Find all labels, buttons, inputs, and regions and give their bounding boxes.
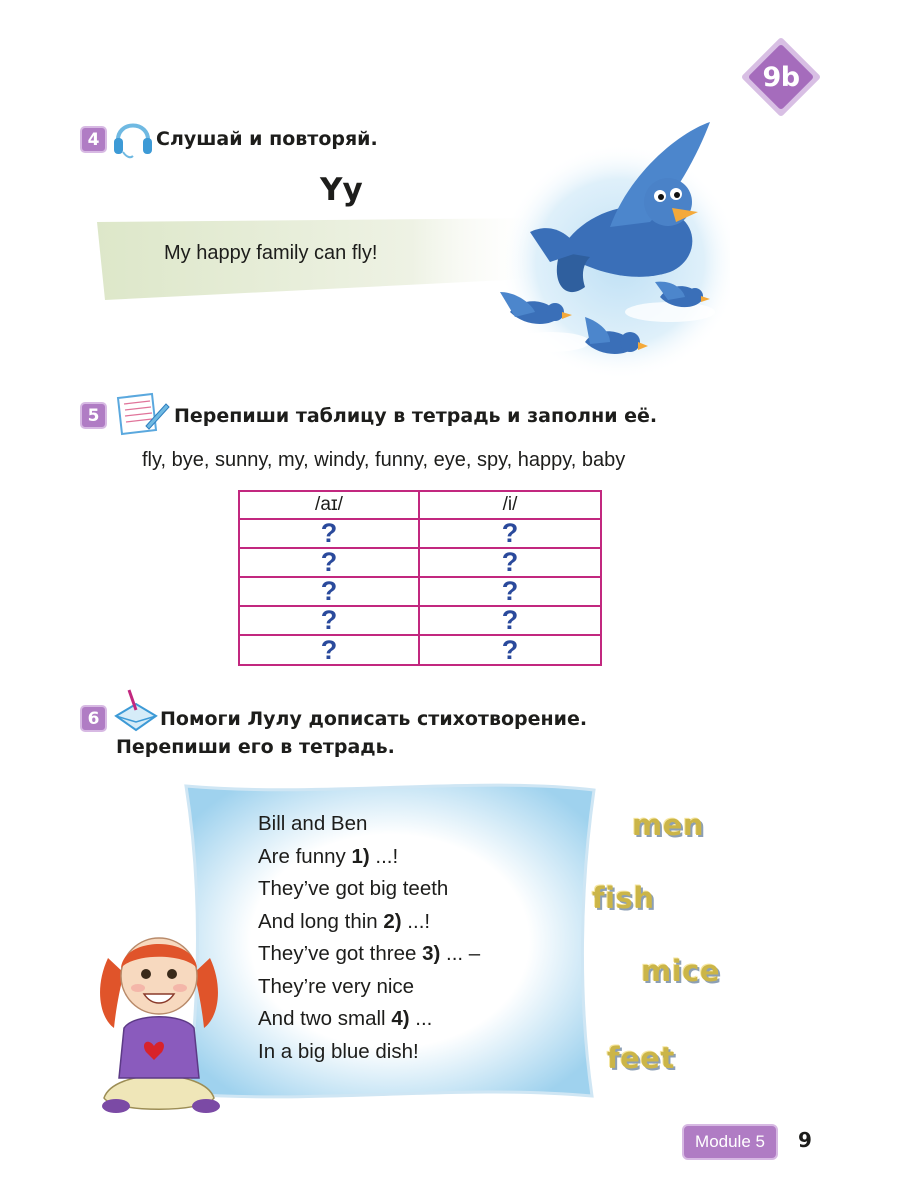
poem xyxy=(258,808,480,1068)
word-bank-item: fish xyxy=(592,881,655,915)
poem-line: And two small 4) ... xyxy=(258,1007,433,1030)
lesson-badge-label: 9b xyxy=(762,61,800,93)
question-mark: ? xyxy=(320,576,338,606)
exercise-4-instruction: Слушай и повторяй. xyxy=(156,128,378,150)
question-mark: ? xyxy=(501,547,519,577)
poem-line: Are funny 1) ...! xyxy=(258,844,399,868)
table-cell xyxy=(240,636,420,664)
phrase-text: My happy family can fly! xyxy=(164,242,378,264)
table-cell xyxy=(240,549,420,578)
table-cell xyxy=(420,607,600,636)
table-cell xyxy=(240,607,420,636)
poem-line: And long thin 2) ...! xyxy=(258,909,431,933)
poem-line: They’ve got three 3) ... – xyxy=(258,942,481,965)
notebook-pencil-icon xyxy=(112,390,170,442)
word-list: fly, bye, sunny, my, windy, funny, eye, spy, happy, baby xyxy=(142,449,626,471)
exercise-6-instruction-line2: Перепиши его в тетрадь. xyxy=(116,736,395,758)
question-mark: ? xyxy=(501,634,519,665)
table-header-i: /i/ xyxy=(420,492,600,520)
headphones-icon xyxy=(111,112,155,166)
module-tab: Module 5 xyxy=(682,1124,778,1160)
question-mark: ? xyxy=(501,518,519,548)
table-cell xyxy=(240,578,420,607)
table-cell xyxy=(420,549,600,578)
poem-line: They’ve got big teeth xyxy=(258,877,449,900)
word-bank-item: mice xyxy=(641,954,721,988)
table-cell xyxy=(420,636,600,664)
exercise-6-instruction-line1: Помоги Лулу дописать стихотворение. xyxy=(160,708,588,730)
table-cell xyxy=(420,520,600,549)
letter-heading: Yy xyxy=(320,172,363,208)
question-mark: ? xyxy=(320,518,338,548)
sound-table xyxy=(238,490,602,666)
word-bank-item: men xyxy=(632,808,705,842)
word-bank-item: feet xyxy=(607,1041,675,1075)
poem-line: They’re very nice xyxy=(258,974,415,998)
girl-lulu-illustration xyxy=(94,918,224,1118)
exercise-5-instruction: Перепиши таблицу в тетрадь и заполни её. xyxy=(174,405,658,427)
table-cell xyxy=(420,578,600,607)
poem-line: Bill and Ben xyxy=(258,812,368,835)
question-mark: ? xyxy=(320,547,338,577)
table-cell xyxy=(240,520,420,549)
exercise-5-number: 5 xyxy=(80,402,107,429)
question-mark: ? xyxy=(501,605,519,635)
question-mark: ? xyxy=(320,634,338,665)
question-mark: ? xyxy=(320,605,338,635)
lesson-badge xyxy=(742,38,820,116)
birds-illustration xyxy=(490,112,730,387)
exercise-4-number: 4 xyxy=(80,126,107,153)
poem-line: In a big blue dish! xyxy=(258,1039,419,1063)
question-mark: ? xyxy=(501,576,519,606)
page-number: 9 xyxy=(798,1128,812,1152)
table-header-ai: /aɪ/ xyxy=(240,492,420,520)
exercise-6-number: 6 xyxy=(80,705,107,732)
pencil-sharpener-icon xyxy=(112,686,160,740)
